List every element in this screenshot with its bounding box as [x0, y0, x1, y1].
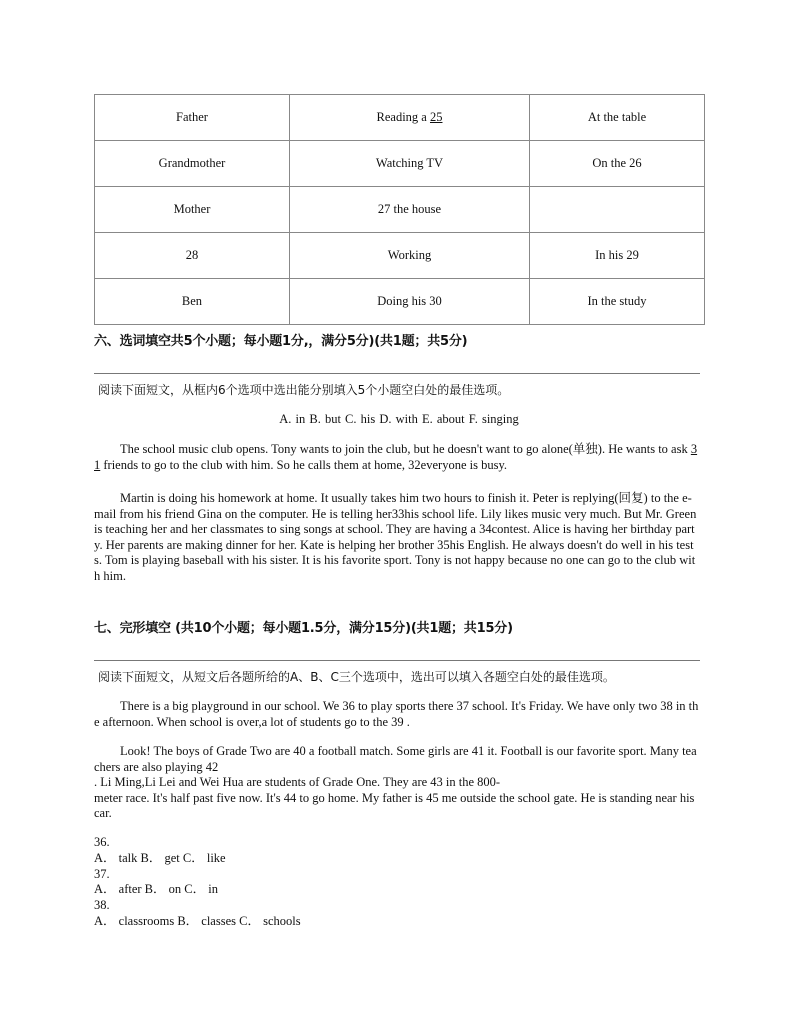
question-list: [94, 835, 301, 930]
cell-activity: [290, 141, 530, 187]
blank-31: 31: [94, 442, 698, 472]
cell-person: Mother: [95, 187, 290, 233]
word-options: A. in B. but C. his D. with E. about F. singing: [279, 412, 519, 426]
question-options: A． classrooms B． classes C． schools: [94, 913, 301, 928]
cell-activity: [290, 187, 530, 233]
section6-instruction: 阅读下面短文，从框内6个选项中选出能分别填入5个小题空白处的最佳选项。: [98, 383, 510, 397]
cell-person: Father: [95, 95, 290, 141]
question-number: 37.: [94, 866, 110, 881]
cell-person: Grandmother: [95, 141, 290, 187]
question-number: 36.: [94, 835, 110, 849]
section7-heading: 七、完形填空 (共10个小题；每小题1.5分，满分15分)(共1题；共15分): [94, 621, 513, 636]
cell-place: At the table: [530, 95, 705, 141]
s7-p2-line1: Look! The boys of Grade Two are 40 a football match. Some girls are 41 it. Football is our favorite sport. Many teachers are also playing 42: [94, 744, 697, 774]
blank-number: 25: [429, 110, 443, 124]
question-options: A． after B． on C． in: [94, 882, 218, 897]
activity-text: 27 the house: [377, 202, 442, 216]
table-row: [95, 187, 705, 233]
cell-place: In the study: [530, 279, 705, 325]
section7-paragraph-1: [94, 699, 700, 730]
activity-text: Doing his 30: [377, 294, 442, 308]
cell-person: 28: [95, 233, 290, 279]
cell-place: [530, 187, 705, 233]
p1-text-before: The school music club opens. Tony wants to join the club, but he doesn't want to go alone(单独). He wants to ask: [120, 442, 691, 456]
s7-p1-text: There is a big playground in our school. We 36 to play sports there 37 school. It's Friday. We have only two 38 in the afternoon. When school is over,a lot of students go to the 39 .: [94, 699, 699, 729]
table-row: [95, 279, 705, 325]
cell-person: Ben: [95, 279, 290, 325]
section6-paragraph-2: [94, 491, 700, 584]
s7-p2-rest: meter race. It's half past five now. It's 44 to go home. My father is 45 me outside the school gate. He is standing near his car.: [94, 790, 695, 820]
section6-paragraph-1: [94, 442, 700, 473]
cell-place: On the 26: [530, 141, 705, 187]
section7-instruction: 阅读下面短文，从短文后各题所给的A、B、C三个选项中，选出可以填入各题空白处的最佳选项。: [98, 670, 615, 684]
question-options: A． talk B． get C． like: [94, 850, 226, 865]
cell-activity: [290, 95, 530, 141]
cell-activity: [290, 279, 530, 325]
cell-activity: [290, 233, 530, 279]
section6-divider: [94, 373, 700, 374]
p2-rest: mail from his friend Gina on the computer. He is telling her33his school life. Lily likes music very much. But Mr. Green is teaching her and her classmates to sing songs at school. They are having a 34contest. Alice is having her birthday party. Her parents are making dinner for her. Kate is helping her brother 35his English. He always doesn't do well in his tests. Tom is playing baseball with his sister. It is his favorite sport. Tony is not happy because no one can go to the club with him.: [94, 506, 697, 583]
s7-p2-line2: . Li Ming,Li Lei and Wei Hua are students of Grade One. They are 43 in the 800-: [94, 775, 501, 789]
family-activity-table: [94, 94, 705, 325]
section7-divider: [94, 660, 700, 661]
p1-text-after: friends to go to the club with him. So he calls them at home, 32everyone is busy.: [100, 457, 508, 472]
table-row: [95, 95, 705, 141]
question-number: 38.: [94, 898, 110, 913]
p2-line1: Martin is doing his homework at home. It usually takes him two hours to finish it. Peter is replying(回复) to the e-: [120, 491, 692, 505]
activity-text: Reading a: [376, 110, 430, 124]
table-row: [95, 233, 705, 279]
activity-text: Working: [387, 248, 432, 262]
section7-paragraph-2: [94, 744, 700, 822]
activity-text: Watching TV: [375, 156, 444, 170]
cell-place: In his 29: [530, 233, 705, 279]
section6-heading: 六、选词填空共5个小题；每小题1分,，满分5分)(共1题；共5分): [94, 334, 468, 349]
table-row: [95, 141, 705, 187]
